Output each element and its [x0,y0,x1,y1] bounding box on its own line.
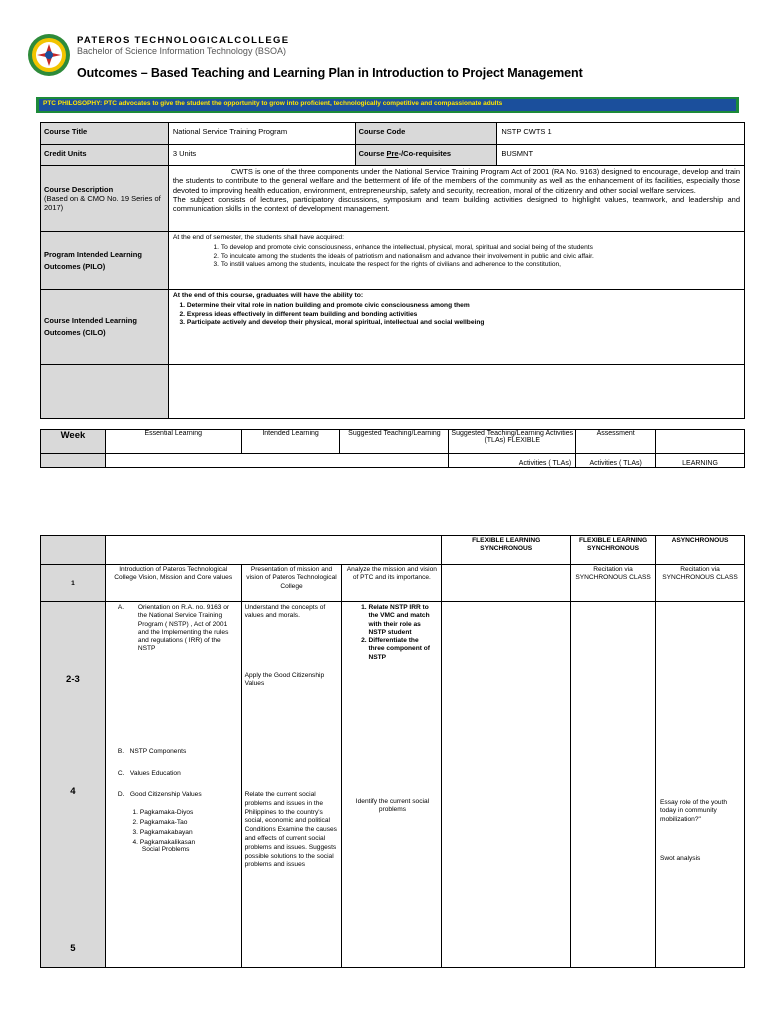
cilo-intro: At the end of this course, graduates will have the ability to: [172,292,364,299]
prereq-label-part: -/Co-requisites [398,149,452,158]
merged-head-blank [105,536,441,565]
suggested-activities-list [342,604,436,662]
credit-units-value: 3 Units [168,145,355,166]
citizenship-value: 1. Pagkamaka-Diyos [140,808,195,818]
cilo-content [168,290,744,365]
flexible-synchronous-head: FLEXIBLE LEARNING SYNCHRONOUS [442,536,571,565]
intended-citizenship: Apply the Good Citizenship Values [244,672,325,688]
essential-item-a [112,604,232,654]
suggested-activity: 1. Relate NSTP IRR to the VMC and match with their role as NSTP student [368,604,436,637]
essential-item-d-marker: D. [117,791,125,798]
intended-social-problems: Relate the current social problems and issues in the Philippines to the country's social, economic and political Conditions Examine the causes and effects of current social problems and issues. Suggests possible solutions to the social problems and issues [244,791,337,869]
suggested-tla-header: Suggested Teaching/Learning [340,430,449,454]
empty-label-cell [41,365,169,419]
essential-item-c-text: Values Education [129,770,181,777]
async-essay: Essay role of the youth today in community mobilization?" [660,799,728,823]
cilo-list [173,302,740,327]
pilo-list [173,244,740,269]
teaching-plan-table [40,535,745,968]
prereq-label-underlined: Pre [386,149,399,158]
activities-header-1: Activities ( TLAs) [449,454,576,468]
prerequisites-label [355,145,497,166]
document-title: Outcomes – Based Teaching and Learning Plan in Introduction to Project Management [77,66,583,80]
course-description-title: Course Description [44,185,114,194]
async-swot: Swot analysis [660,855,701,862]
pilo-label: Program Intended Learning Outcomes (PILO) [41,232,169,290]
pilo-item: 1. To develop and promote civic consciousness, enhance the intellectual, physical, moral, spiritual and social being of the students [221,244,740,252]
credit-units-label: Credit Units [41,145,169,166]
course-title-value: National Service Training Program [168,123,355,145]
course-description-text [168,166,744,232]
essential-item-c [118,770,181,777]
intended-learning-header: Intended Learning [241,430,340,454]
course-description-p1: CWTS is one of the three components under the National Service Training Program Act of 2001 (RA No. 9163) designed to encourage, develop and train the students to contribute to the general welfare and the betterment of life of the members of the community as well as the enhancement of its facilities, especially those devoted to improving health education, environment, entrepreneurship, safety and security, recreation, moral of the citizenry and other social welfare services. [172,167,740,195]
citizenship-value: 3. Pagkamakabayan [140,828,195,838]
pilo-item: 2. To inculcate among the students the ideals of patriotism and nationalism and advance their involvement in public and civic affair. [221,253,740,261]
essential-social-problems: Social Problems [141,846,190,853]
cilo-item: 3. Participate actively and develop their physical, moral spiritual, intellectual and social wellbeing [187,319,740,327]
week-1-flex-blank [442,565,571,602]
week-1-essential: Introduction of Pateros Technological College Vision, Mission and Core values [105,565,241,602]
course-description-label [41,166,169,232]
program-name: Bachelor of Science Information Technology (BSOA) [77,46,286,56]
essential-item-d [118,791,202,798]
async-content [656,602,745,968]
suggested-identify-problems: Identify the current social problems [355,798,430,814]
philosophy-banner [36,97,739,113]
empty-value-cell [168,365,744,419]
citizenship-value: 2. Pagkamaka-Tao [140,818,195,828]
week-1-label: 1 [41,565,106,602]
plan-header-table [40,429,745,468]
pilo-intro: At the end of semester, the students shall have acquired: [172,234,345,241]
learning-header: LEARNING [656,454,745,468]
week-5-label: 5 [70,943,76,954]
suggested-learning-content [342,602,442,968]
essential-item-a-body [112,604,232,654]
essential-item-b-marker: B. [117,748,125,755]
essential-item-a-text-wrap [126,604,232,654]
week-1-intended: Presentation of mission and vision of Pateros Technological College [241,565,342,602]
cilo-label: Course Intended Learning Outcomes (CILO) [41,290,169,365]
prereq-label-part: Course [358,149,387,158]
intended-values-morals: Understand the concepts of values and morals. [244,604,326,620]
week-1-asynchronous: Recitation via SYNCHRONOUS CLASS [656,565,745,602]
school-name: PATEROS TECHNOLOGICALCOLLEGE [77,35,290,46]
college-seal-logo [27,33,71,77]
cilo-item: 2. Express ideas effectively in different team building and bonding activities [187,311,740,319]
essential-item-c-marker: C. [117,770,125,777]
essential-learning-header: Essential Learning [105,430,241,454]
week-header: Week [41,430,106,454]
essential-item-a-text: Orientation on R.A. no. 9163 or the National Service Training Program ( NSTP) , Act of 2001 and the Implementing the rules and regulations ( IRR) of the NSTP [137,604,230,653]
merged-blank-cell [105,454,448,468]
essential-item-b [118,748,186,755]
course-code-label: Course Code [355,123,497,145]
activities-header-2: Activities ( TLAs) [576,454,656,468]
weeks-2-5-labels [41,602,106,968]
course-info-table [40,122,745,419]
citizenship-value: 4. Pagkamakalikasan [140,838,195,848]
prerequisites-value: BUSMNT [497,145,745,166]
citizenship-values-list [106,808,195,848]
essential-item-d-text: Good Citizenship Values [129,791,202,798]
week-1-suggested: Analyze the mission and vision of PTC and its importance. [342,565,442,602]
pilo-item: 3. To instill values among the students, inculcate the respect for the rights of civilians and adherence to the constitution, [221,261,740,269]
cilo-item: 1. Determine their vital role in nation building and promote civic consciousness among them [187,302,740,310]
course-code-value: NSTP CWTS 1 [497,123,745,145]
asynchronous-head: ASYNCHRONOUS [656,536,745,565]
flex-sync-content [442,602,571,968]
course-title-label: Course Title [41,123,169,145]
blank-header [656,430,745,454]
suggested-tla-flexible-header: Suggested Teaching/Learning Activities (TLAs) FLEXIBLE [449,430,576,454]
philosophy-text: PTC PHILOSOPHY: PTC advocates to give the student the opportunity to grow into proficient, technologically competitive and compassionate adults [43,100,503,107]
intended-learning-content [241,602,342,968]
essential-learning-content [105,602,241,968]
week-4-label: 4 [70,786,76,797]
week-2-3-label: 2-3 [66,674,80,685]
sync-content [571,602,656,968]
course-description-basis: (Based on & CMO No. 19 Series of 2017) [44,194,161,212]
essential-item-b-text: NSTP Components [129,748,187,755]
week-1-synchronous: Recitation via SYNCHRONOUS CLASS [571,565,656,602]
week-header-blank [41,454,106,468]
week-col-head [41,536,106,565]
assessment-header: Assessment [576,430,656,454]
course-description-p2: The subject consists of lectures, participatory discussions, symposium and team building activities designed to highlight values, teamwork, and leadership and communication skills in the context of development management. [172,194,740,214]
flexible-synchronous-head-2: FLEXIBLE LEARNING SYNCHRONOUS [571,536,656,565]
essential-item-a-marker: A. [117,604,125,611]
pilo-content [168,232,744,290]
suggested-activity: 2. Differentiate the three component of NSTP [368,637,436,662]
